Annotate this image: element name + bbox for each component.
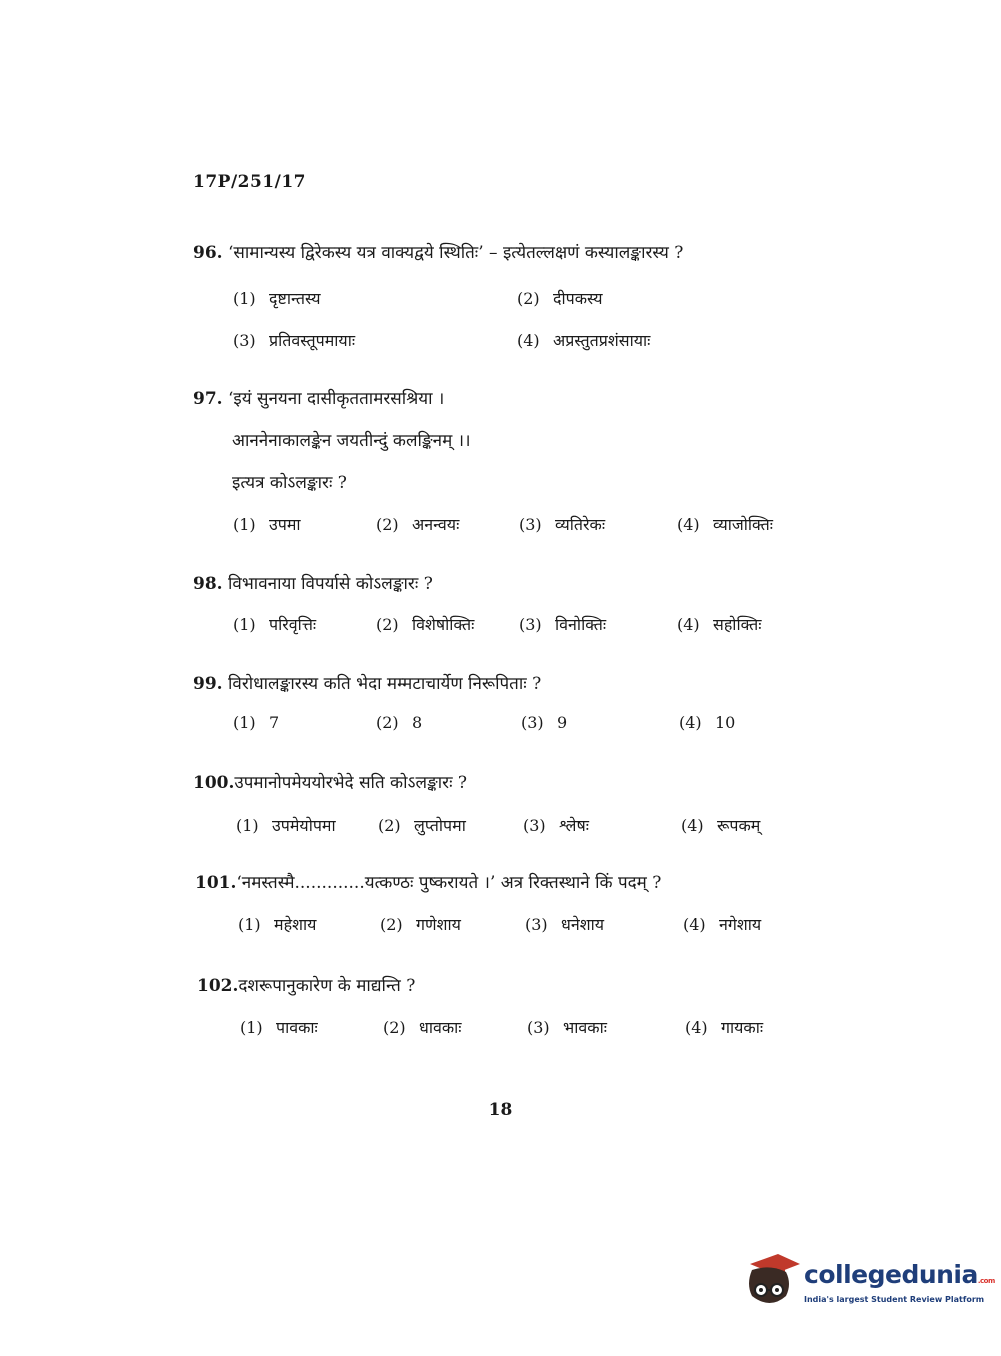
option: (3) 9 [521, 713, 568, 732]
option: (1) पावकाः [240, 1018, 318, 1037]
option: (4) नगेशाय [683, 915, 762, 934]
option: (2) 8 [376, 713, 423, 732]
option: (1) उपमा [233, 515, 301, 534]
page-number: 18 [488, 1100, 513, 1120]
option: (3) प्रतिवस्तूपमायाः [233, 331, 356, 350]
question-text: विभावनाया विपर्यासे कोऽलङ्कारः ? [227, 574, 433, 594]
question-text: ‘इयं सुनयना दासीकृततामरसश्रिया । [227, 389, 445, 409]
question-text: दशरूपानुकारेण के माद्यन्ति ? [238, 976, 416, 996]
question-number: 97. [193, 389, 223, 409]
question-number: 96. [193, 243, 223, 263]
question-number: 101. [195, 873, 237, 893]
brand-name: collegedunia [804, 1260, 978, 1289]
option: (4) गायकाः [685, 1018, 764, 1037]
option: (4) 10 [679, 713, 736, 732]
question-number: 98. [193, 574, 223, 594]
question-text: विरोधालङ्कारस्य कति भेदा मम्मटाचार्येण निरूपिताः ? [227, 674, 542, 694]
question-number: 102. [197, 976, 239, 996]
paper-code: 17P/251/17 [193, 172, 307, 192]
option: (4) रूपकम् [681, 816, 761, 835]
option: (3) धनेशाय [525, 915, 605, 934]
option: (1) 7 [233, 713, 280, 732]
student-mascot-icon [742, 1250, 800, 1314]
option: (2) धावकाः [383, 1018, 462, 1037]
option: (2) विशेषोक्तिः [376, 615, 475, 634]
question-text: ‘सामान्यस्य द्विरेकस्य यत्र वाक्यद्वये स्थितिः’ – इत्येतल्लक्षणं कस्यालङ्कारस्य ? [227, 243, 684, 263]
option: (1) दृष्टान्तस्य [233, 289, 321, 308]
option: (4) व्याजोक्तिः [677, 515, 773, 534]
option: (3) व्यतिरेकः [519, 515, 606, 534]
option: (4) सहोक्तिः [677, 615, 762, 634]
question-text: उपमानोपमेययोरभेदे सति कोऽलङ्कारः ? [234, 773, 468, 793]
option: (2) दीपकस्य [517, 289, 603, 308]
brand-tagline: India's largest Student Review Platform [804, 1295, 985, 1304]
option: (2) गणेशाय [380, 915, 461, 934]
option: (2) अनन्वयः [376, 515, 460, 534]
option: (1) परिवृत्तिः [233, 615, 317, 634]
option: (1) महेशाय [238, 915, 317, 934]
option: (3) विनोक्तिः [519, 615, 607, 634]
question-text: इत्यत्र कोऽलङ्कारः ? [232, 473, 347, 493]
collegedunia-logo: collegedunia.com India's largest Student Review Platform [742, 1250, 972, 1320]
option: (3) भावकाः [527, 1018, 607, 1037]
question-text: आननेनाकालङ्केन जयतीन्दुं कलङ्किनम् ।। [232, 431, 471, 451]
option: (2) लुप्तोपमा [378, 816, 466, 835]
option: (1) उपमेयोपमा [236, 816, 336, 835]
question-number: 99. [193, 674, 223, 694]
question-number: 100. [193, 773, 235, 793]
option: (3) श्लेषः [523, 816, 589, 835]
option: (4) अप्रस्तुतप्रशंसायाः [517, 331, 651, 350]
question-text: ‘नमस्तस्मै.............यत्कण्ठः पुष्करायते ।’ अत्र रिक्तस्थाने किं पदम् ? [236, 873, 662, 893]
